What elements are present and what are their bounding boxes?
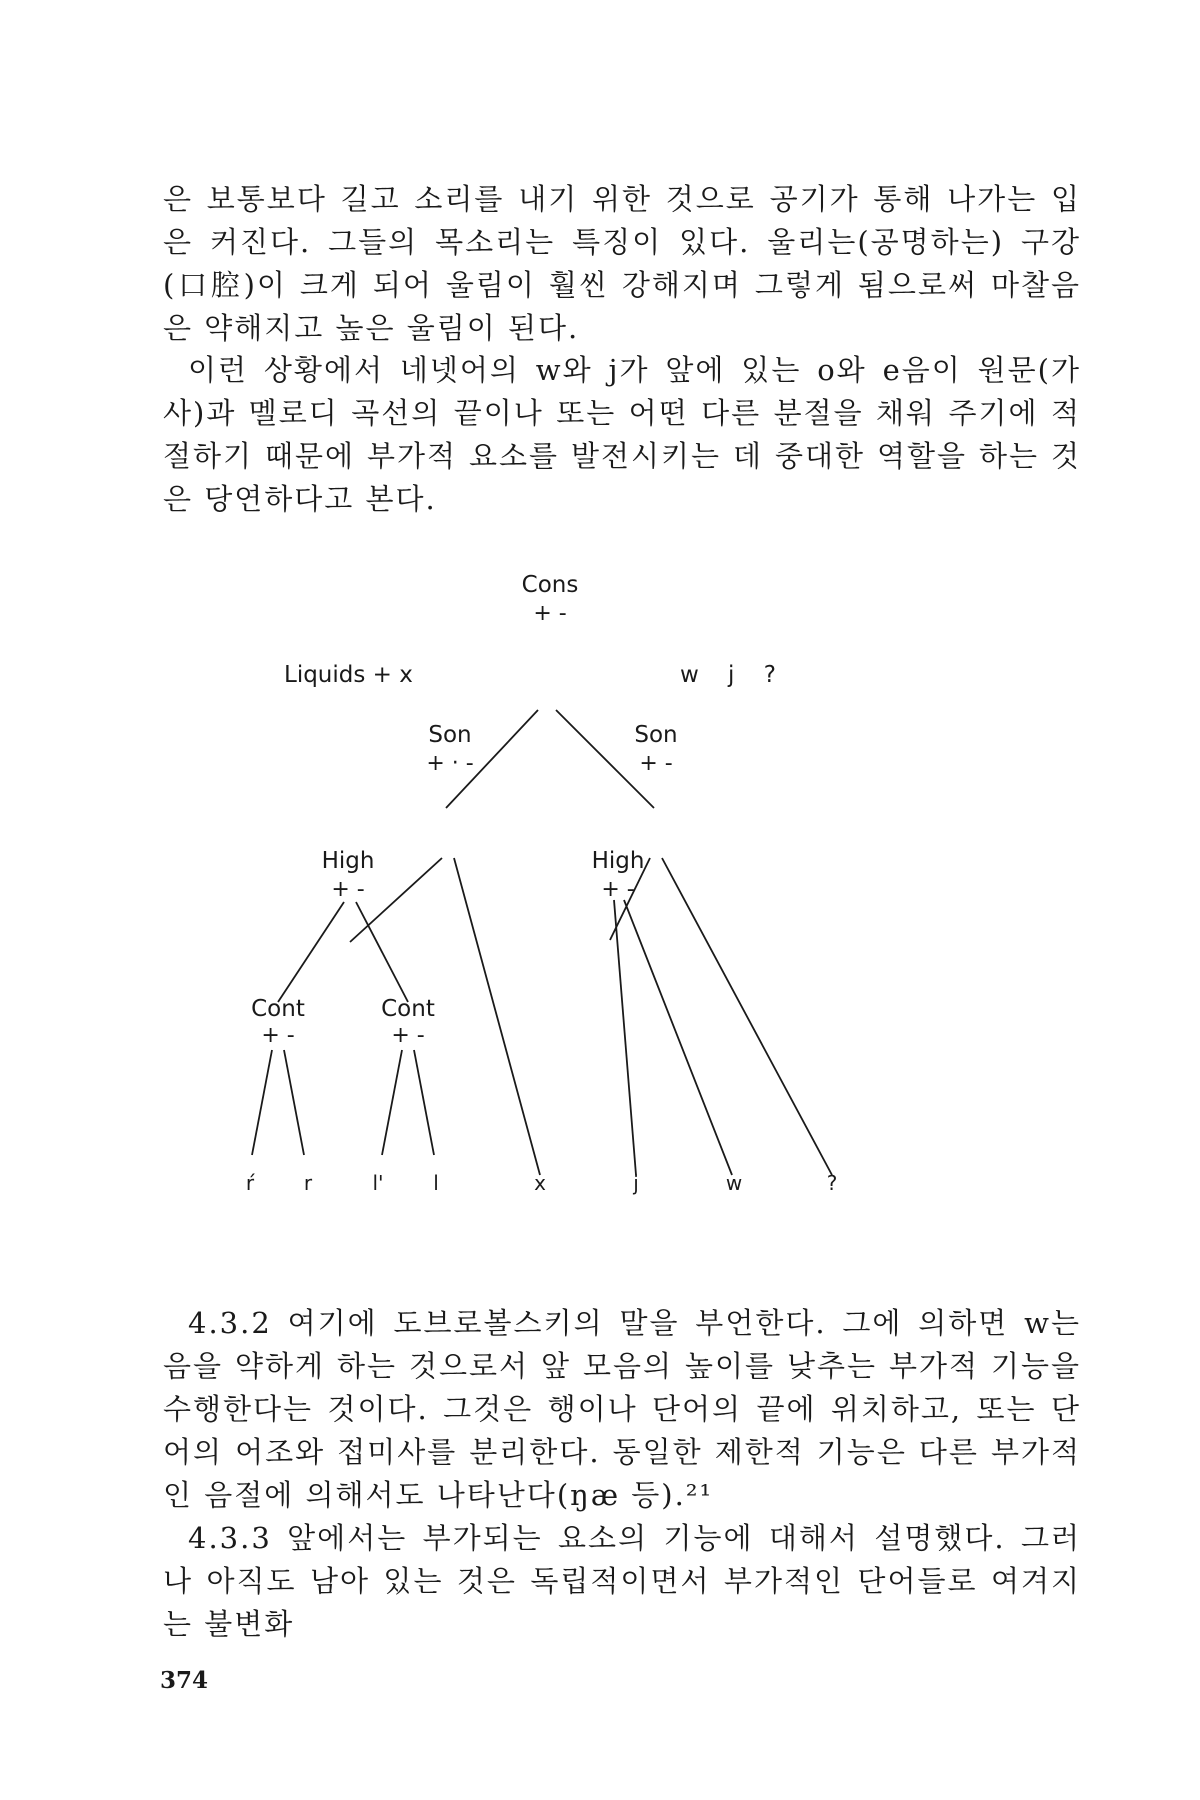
branch-cont-leaf-1 <box>252 1050 272 1155</box>
liquids-note: Liquids + x <box>284 662 413 688</box>
feature-tree-diagram <box>245 570 1010 1270</box>
branch-son-glottal <box>662 858 832 1175</box>
branch-cont-leaf-4 <box>414 1050 434 1155</box>
branch-cont-leaf-2 <box>284 1050 304 1155</box>
node-son-left-label: Son <box>428 722 472 748</box>
page-number: 374 <box>160 1667 209 1694</box>
paragraph-2: 이런 상황에서 네넷어의 w와 j가 앞에 있는 o와 e음이 원문(가사)과 멜로디 곡선의 끝이나 또는 어떤 다른 분절을 채워 주기에 적절하기 때문에 부가적 요소를 발전시키는 데 중대한 역할을 하는 것은 당연하다고 본다. <box>163 353 1081 516</box>
branch-high-cont-left <box>278 902 344 1002</box>
node-cont-left-label: Cont <box>251 996 305 1022</box>
node-cont-left-signs: + - <box>261 1023 295 1048</box>
branch-high-w <box>624 900 732 1175</box>
node-son-right-signs: + - <box>639 751 673 776</box>
leaf-8: ? <box>826 1171 838 1195</box>
node-cons-label: Cons <box>521 572 579 598</box>
node-high-left-signs: + - <box>331 877 365 902</box>
node-son-left-signs: + · - <box>426 751 474 776</box>
paragraph-3: 4.3.2 여기에 도브로볼스키의 말을 부언한다. 그에 의하면 w는 음을 약하게 하는 것으로서 앞 모음의 높이를 낮추는 부가적 기능을 수행한다는 것이다. 그것은 행이나 단어의 끝에 위치하고, 또는 단어의 어조와 접미사를 분리한다. 동일한 제한적 기능은 다른 부가적인 음절에 의해서도 나타난다(ŋæ 등).²¹ <box>163 1306 1081 1512</box>
branch-high-j <box>614 900 636 1175</box>
branch-cont-leaf-3 <box>382 1050 402 1155</box>
right-note: w j ? <box>680 662 776 688</box>
leaf-6: j <box>633 1171 639 1195</box>
leaf-2: r <box>303 1171 313 1195</box>
paragraph-4: 4.3.3 앞에서는 부가되는 요소의 기능에 대해서 설명했다. 그러나 아직도 남아 있는 것은 독립적이면서 부가적인 단어들로 여겨지는 불변화 <box>163 1521 1081 1641</box>
node-high-left-label: High <box>321 848 375 874</box>
leaf-5: x <box>534 1171 546 1195</box>
leaf-1: ŕ <box>245 1171 255 1195</box>
leaf-7: w <box>725 1171 743 1195</box>
node-cont-right-label: Cont <box>381 996 435 1022</box>
node-high-right-label: High <box>591 848 645 874</box>
tree-branches <box>252 710 832 1175</box>
node-cont-right-signs: + - <box>391 1023 425 1048</box>
leaf-3: l' <box>372 1171 384 1195</box>
node-son-right-label: Son <box>634 722 678 748</box>
paragraph-1: 은 보통보다 길고 소리를 내기 위한 것으로 공기가 통해 나가는 입은 커진다. 그들의 목소리는 특징이 있다. 울리는(공명하는) 구강(口腔)이 크게 되어 울림이 훨씬 강해지며 그렇게 됨으로써 마찰음은 약해지고 높은 울림이 된다. <box>163 182 1081 345</box>
leaf-4: l <box>433 1171 439 1195</box>
branch-high-cont-right <box>356 902 408 1002</box>
node-high-right-signs: + - <box>601 877 635 902</box>
branch-son-x <box>454 858 540 1175</box>
node-cons-signs: + - <box>533 601 567 626</box>
